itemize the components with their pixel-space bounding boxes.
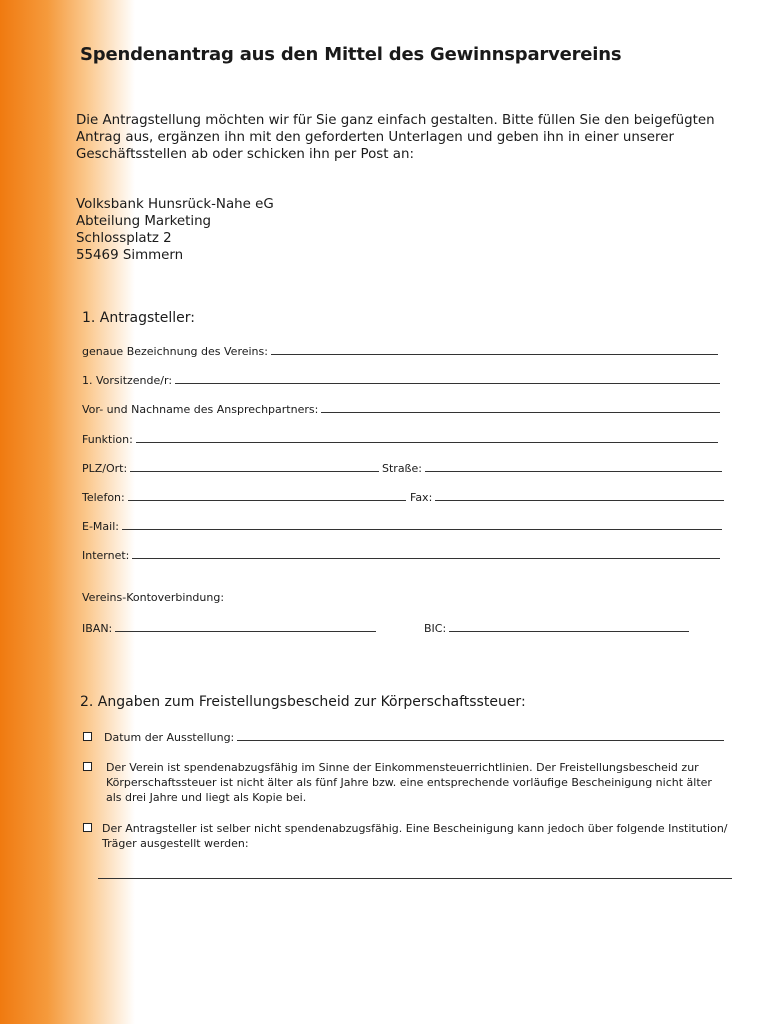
address-line-city: 55469 Simmern — [76, 248, 184, 263]
field-ansprechpartner[interactable] — [82, 401, 720, 417]
field-verein-label: genaue Bezeichnung des Vereins: — [82, 345, 268, 358]
field-strasse[interactable] — [382, 460, 722, 476]
field-plz-ort-label: PLZ/Ort: — [82, 462, 128, 475]
field-telefon[interactable] — [82, 489, 406, 505]
field-datum-line[interactable] — [237, 729, 724, 741]
field-plz-ort[interactable] — [82, 460, 379, 476]
postal-address — [76, 196, 274, 264]
field-datum-label: Datum der Ausstellung: — [104, 731, 235, 744]
option-spendenabzugsfaehig-text: Der Verein ist spendenabzugsfähig im Sinne der Einkommensteuerrichtlinien. Der Freistellungsbescheid zur Körperschaftssteuer ist nicht älter als fünf Jahre bzw. eine entsprechende vorläufige Bescheinigung nicht älter als drei Jahre und liegt als Kopie bei. — [106, 761, 712, 804]
field-iban[interactable] — [82, 620, 376, 636]
field-fax-line[interactable] — [435, 489, 724, 501]
option-nicht-spendenabzugsfaehig-text: Der Antragsteller ist selber nicht spendenabzugsfähig. Eine Bescheinigung kann jedoch über folgende Institution/ Träger ausgestellt werden: — [102, 822, 728, 850]
field-datum-ausstellung[interactable] — [104, 729, 724, 745]
address-line-department: Abteilung Marketing — [76, 214, 212, 229]
field-internet-line[interactable] — [132, 547, 720, 559]
field-verein-line[interactable] — [271, 343, 718, 355]
field-funktion-line[interactable] — [136, 431, 718, 443]
field-iban-line[interactable] — [115, 620, 376, 632]
field-email[interactable] — [82, 518, 722, 534]
field-internet[interactable] — [82, 547, 720, 563]
field-vorsitz-line[interactable] — [175, 372, 720, 384]
field-ansprechpartner-line[interactable] — [321, 401, 720, 413]
field-telefon-line[interactable] — [128, 489, 406, 501]
field-strasse-line[interactable] — [425, 460, 722, 472]
intro-text: Die Antragstellung möchten wir für Sie ganz einfach gestalten. Bitte füllen Sie den beigefügten Antrag aus, ergänzen ihn mit den geforderten Unterlagen und geben ihn in einer unserer Geschäftsstellen ab oder schicken ihn per Post an: — [76, 113, 715, 162]
section-2-heading: 2. Angaben zum Freistellungsbescheid zur Körperschaftssteuer: — [80, 694, 526, 710]
address-line-bank: Volksbank Hunsrück-Nahe eG — [76, 197, 274, 212]
field-iban-label: IBAN: — [82, 622, 113, 635]
field-vorsitz-label: 1. Vorsitzende/r: — [82, 374, 173, 387]
field-fax[interactable] — [410, 489, 724, 505]
field-telefon-label: Telefon: — [82, 491, 125, 504]
field-bic-label: BIC: — [424, 622, 447, 635]
form-title: Spendenantrag aus den Mittel des Gewinnsparvereins — [80, 44, 622, 65]
checkbox-datum[interactable] — [83, 732, 92, 741]
field-email-label: E-Mail: — [82, 520, 119, 533]
field-funktion-label: Funktion: — [82, 433, 133, 446]
checkbox-nicht-spendenabzugsfaehig[interactable] — [83, 823, 92, 832]
field-plz-ort-line[interactable] — [130, 460, 379, 472]
field-verein[interactable] — [82, 343, 718, 359]
field-strasse-label: Straße: — [382, 462, 422, 475]
field-vorsitz[interactable] — [82, 372, 720, 388]
field-funktion[interactable] — [82, 431, 718, 447]
konto-heading: Vereins-Kontoverbindung: — [82, 591, 225, 604]
field-bic[interactable] — [424, 620, 689, 636]
field-fax-label: Fax: — [410, 491, 433, 504]
field-ansprechpartner-label: Vor- und Nachname des Ansprechpartners: — [82, 403, 319, 416]
address-line-street: Schlossplatz 2 — [76, 231, 172, 246]
field-bic-line[interactable] — [449, 620, 689, 632]
field-institution-line[interactable] — [98, 868, 732, 879]
field-email-line[interactable] — [122, 518, 722, 530]
field-internet-label: Internet: — [82, 549, 130, 562]
section-1-heading: 1. Antragsteller: — [82, 310, 195, 326]
checkbox-spendenabzugsfaehig[interactable] — [83, 762, 92, 771]
